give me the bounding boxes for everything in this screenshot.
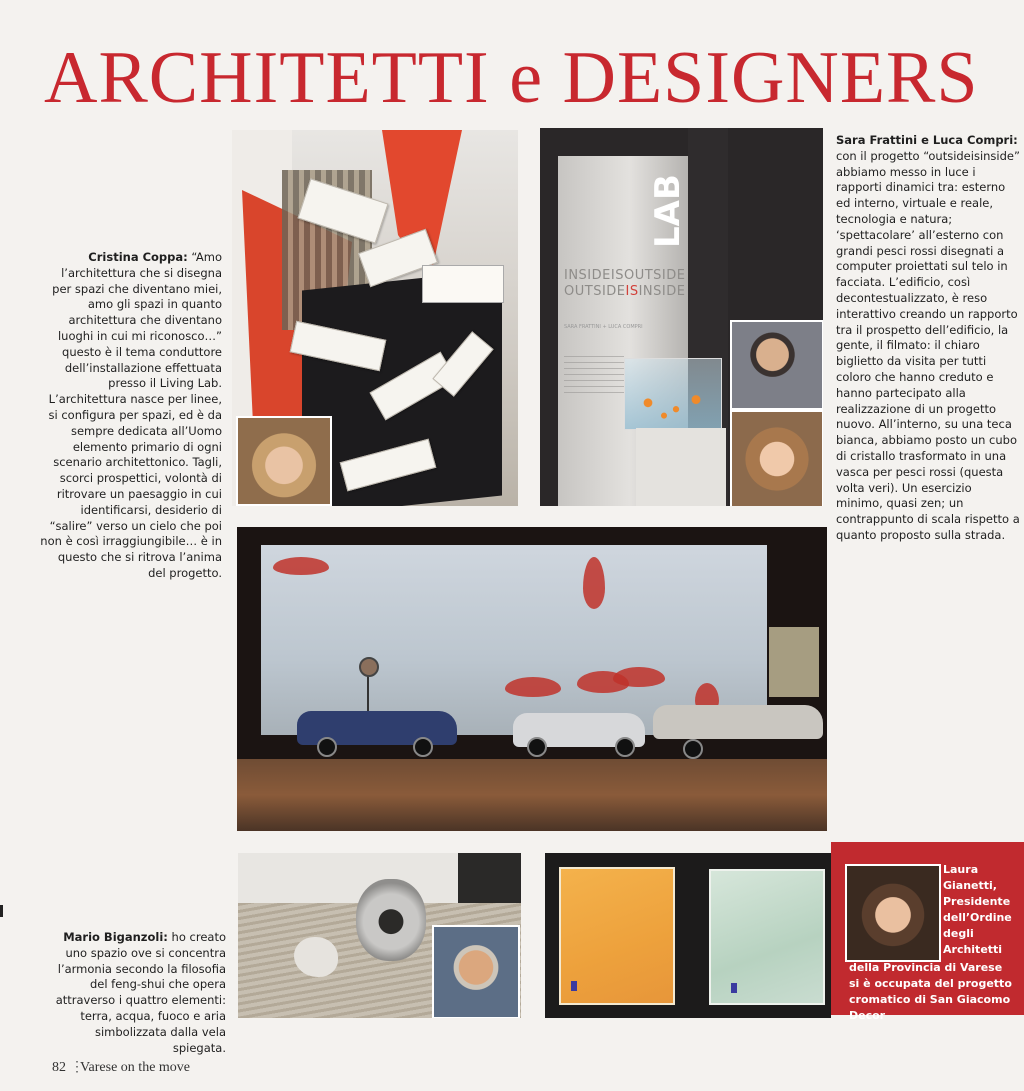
street-sign	[359, 657, 379, 677]
margin-mark	[0, 905, 3, 917]
caption-frattini	[836, 133, 1022, 544]
folio	[52, 1059, 190, 1076]
inside-line1-b: OUTSIDE	[623, 268, 686, 283]
caption-coppa-text: “Amo l’architettura che si disegna per spazi che diventano miei, amo gli spazi in quanto architettura che diventano luoghi in cui mi riconosco…” questo è il tema conduttore dell’installazione effettuata presso il Living Lab. L’architettura nasce per linee, si configura per spazi, ed è da sempre dedicata all’Uomo elemento primario di ogni scenario architettonico. Tagli, scorci prospettici, volontà di ritrovare un paesaggio in cui identificarsi, desiderio di “salire” verso un cielo che poi non è così irraggiungibile… è in questo che si ritrova l’anima del progetto.	[40, 250, 222, 580]
caption-biganzoli-text: ho creato uno spazio ove si concentra l’armonia secondo la filosofia del feng-shui che opera attraverso i quattro elementi: terra, acqua, fuoco e aria simbolizzata dalla vela spiegata.	[55, 930, 226, 1055]
portrait-sara-frattini	[730, 410, 823, 506]
lab-text-lines	[564, 356, 624, 396]
street	[237, 759, 827, 831]
folio-separator: ⋮	[70, 1060, 84, 1075]
portrait-cristina-coppa	[236, 416, 332, 506]
projected-fish	[613, 667, 665, 687]
gianetti-line: Laura	[943, 863, 979, 876]
gianetti-line: Presidente	[943, 895, 1011, 908]
photo-zen-space	[238, 853, 521, 1018]
lab-credits: SARA FRATTINI + LUCA COMPRI	[564, 324, 643, 330]
gianetti-line: cromatico di San Giacomo Decor	[849, 993, 1011, 1022]
caption-coppa	[40, 250, 222, 582]
photo-coppa-installation	[232, 130, 518, 506]
car-wheel	[527, 737, 547, 757]
portrait-mario-biganzoli	[432, 925, 520, 1018]
inside-line2-a: OUTSIDE	[564, 284, 626, 299]
photo-window	[769, 627, 819, 697]
photo-lab-installation	[540, 128, 823, 506]
page-title: ARCHITETTI e DESIGNERS	[44, 37, 979, 119]
inside-line1-a: INSIDEIS	[564, 268, 624, 283]
caption-biganzoli-name: Mario Biganzoli:	[63, 930, 168, 944]
caption-frattini-name: Sara Frattini e Luca Compri:	[836, 133, 1018, 147]
inside-line2-c: INSIDE	[638, 284, 686, 299]
photo-ring-sculpture	[356, 879, 426, 961]
page-number: 82	[52, 1060, 66, 1075]
car-wheel	[683, 739, 703, 759]
car-wheel	[317, 737, 337, 757]
gianetti-line: dell’Ordine	[943, 911, 1012, 924]
photo-night-projection	[237, 527, 827, 831]
goldfish	[632, 390, 712, 422]
inside-line2-b: IS	[625, 284, 639, 299]
gianetti-text	[849, 960, 1024, 1024]
gianetti-line: si è occupata del progetto	[849, 977, 1012, 990]
photo-rock	[294, 937, 338, 977]
caption-coppa-name: Cristina Coppa:	[88, 250, 188, 264]
green-panel	[709, 869, 825, 1005]
photo-color-panels	[545, 853, 831, 1018]
caption-frattini-text: con il progetto “outsideisinside” abbiamo messo in luce i rapporti dinamici tra: esterno ed interno, virtuale e reale, tecnologia e natura; ‘spettacolare’ all’esterno con grandi pesci rossi disegnati a computer proiettati sul telo in facciata. L’edificio, così decontestualizzato, è reso interattivo creando un rapporto tra il prospetto dell’edificio, la gente, il filmato: il chiaro biglietto da visita per tutti coloro che hanno creduto e hanno partecipato alla realizzazione di un progetto nuovo. All’interno, su una teca bianca, abbiamo posto un cubo di cristallo trasformato in una vasca per pesci rossi (questa volta veri). Un esercizio minimo, quasi zen; un contrappunto di scala rispetto a quanto proposto sulla strada.	[836, 148, 1020, 542]
gianetti-line: della Provincia di Varese	[849, 961, 1003, 974]
portrait-laura-gianetti	[845, 864, 941, 962]
lab-sign: LAB	[648, 174, 688, 248]
gianetti-line: Architetti	[943, 943, 1003, 956]
caption-biganzoli	[44, 930, 226, 1056]
tank-pedestal	[636, 428, 726, 506]
projected-fish	[505, 677, 561, 697]
figurine	[731, 983, 737, 993]
gianetti-box	[831, 842, 1024, 1022]
car-wheel	[615, 737, 635, 757]
gianetti-title	[943, 862, 1012, 958]
projected-fish	[273, 557, 329, 575]
car-wheel	[413, 737, 433, 757]
section-name: Varese on the move	[80, 1060, 191, 1075]
car-white	[653, 705, 823, 739]
photo-sign	[422, 265, 504, 303]
figurine	[571, 981, 577, 991]
inside-outside-text	[564, 268, 685, 300]
portrait-luca-compri	[730, 320, 823, 410]
gianetti-line: Gianetti,	[943, 879, 997, 892]
gianetti-line: degli	[943, 927, 974, 940]
